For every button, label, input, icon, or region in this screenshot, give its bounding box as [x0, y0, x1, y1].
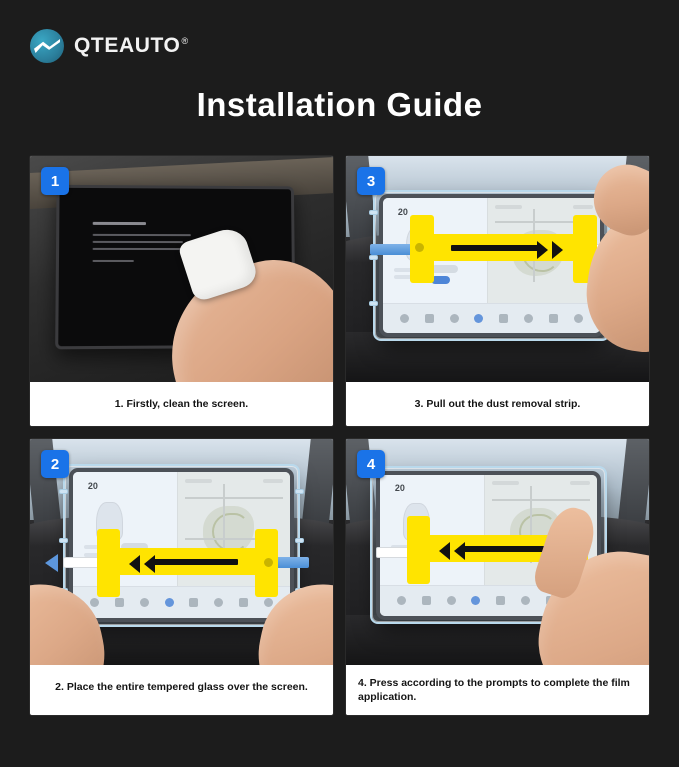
brand-name: QTEAUTO® [74, 34, 189, 57]
step-3-image [346, 156, 649, 382]
brand-header [0, 0, 679, 64]
step-1-caption: 1. Firstly, clean the screen. [30, 382, 333, 426]
step-4-image [346, 439, 649, 665]
step-2-image [30, 439, 333, 665]
step-badge-3: 3 [357, 167, 385, 195]
step-badge-2: 2 [41, 450, 69, 478]
steps-grid [0, 124, 679, 715]
speed-readout: 20 [394, 483, 405, 494]
speed-readout: 20 [397, 206, 408, 217]
speed-readout: 20 [87, 481, 98, 492]
step-1-image [30, 156, 333, 382]
step-card-1 [30, 156, 333, 426]
step-3-caption: 3. Pull out the dust removal strip. [346, 382, 649, 426]
step-card-2 [30, 439, 333, 715]
step-4-caption: 4. Press according to the prompts to complete the film application. [346, 665, 649, 715]
pull-tab-tool [410, 215, 598, 283]
pull-tab-tool [97, 529, 279, 597]
swoosh-circle-logo-icon [30, 29, 64, 63]
pull-direction-arrow-icon [45, 554, 58, 572]
page-title: Installation Guide [196, 86, 483, 123]
step-2-caption: 2. Place the entire tempered glass over the screen. [30, 665, 333, 709]
step-card-3 [346, 156, 649, 426]
trademark-symbol: ® [181, 36, 189, 46]
step-badge-1: 1 [41, 167, 69, 195]
step-card-4 [346, 439, 649, 715]
step-badge-4: 4 [357, 450, 385, 478]
